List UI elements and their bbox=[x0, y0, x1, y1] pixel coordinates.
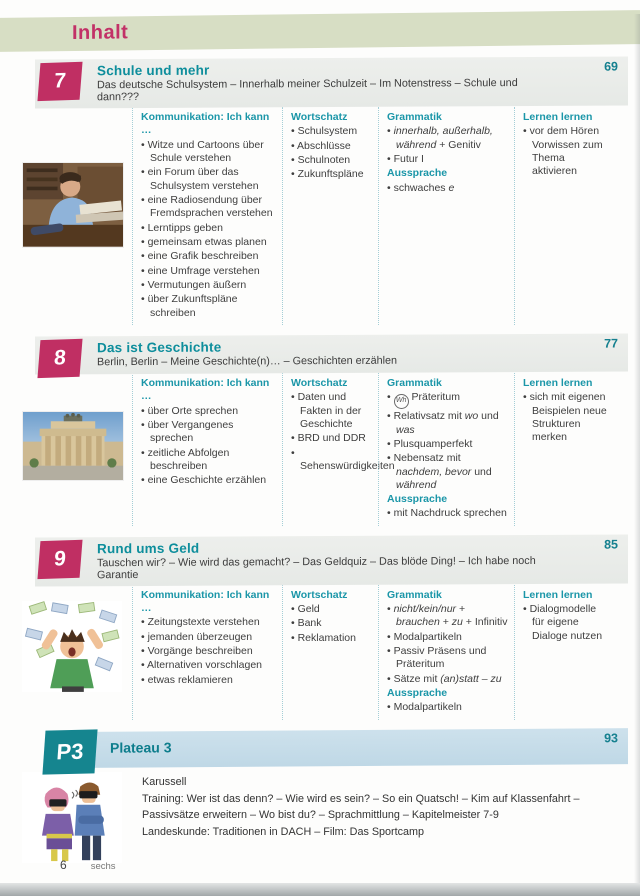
list-item: • Lerntipps geben bbox=[141, 222, 277, 235]
column-header: Kommunikation: Ich kann … bbox=[141, 376, 270, 403]
footer-page-word: sechs bbox=[90, 861, 116, 872]
section-9-title: Rund ums Geld bbox=[97, 540, 200, 557]
section-7-page-number: 69 bbox=[604, 59, 618, 74]
section-8-badge: 8 bbox=[37, 339, 82, 378]
plateau-3-content bbox=[132, 770, 616, 863]
section-7-title: Schule und mehr bbox=[97, 62, 210, 79]
section-9-page-number: 85 bbox=[604, 537, 618, 552]
section-7-badge: 7 bbox=[37, 62, 82, 101]
lernen-list bbox=[523, 603, 611, 643]
section-9-subtitle: Tauschen wir? – Wie wird das gemacht? – Das Geldquiz – Das blöde Ding! – Ich habe noch Garantie bbox=[97, 554, 536, 582]
footer-page-number: 6 bbox=[60, 858, 67, 872]
kommunikation-list bbox=[141, 616, 277, 687]
column-header: Kommunikation: Ich kann … bbox=[141, 588, 270, 615]
list-item: • Wh Präteritum bbox=[387, 391, 509, 409]
wortschatz-list bbox=[291, 603, 373, 645]
list-item: • Abschlüsse bbox=[291, 140, 373, 153]
plateau-line: Landeskunde: Traditionen in DACH – Film: Das Sportcamp bbox=[142, 826, 425, 839]
column-header: Lernen lernen bbox=[523, 588, 593, 601]
grammatik-list bbox=[387, 603, 509, 686]
column-header: Wortschatz bbox=[291, 111, 348, 123]
grammatik-list bbox=[387, 391, 509, 492]
photo-brandenburg-gate bbox=[20, 373, 132, 526]
column-header: Kommunikation: Ich kann … bbox=[141, 111, 270, 137]
list-item: • Sehenswürdigkeiten bbox=[291, 447, 373, 474]
section-8-page-number: 77 bbox=[604, 336, 618, 351]
list-item: • ein Forum über das Schulsystem verstehen bbox=[141, 166, 277, 193]
lernen-list bbox=[523, 125, 611, 178]
section-7-subtitle: Das deutsche Schulsystem – Innerhalb meiner Schulzeit – Im Notenstress – Schule und dann??? bbox=[97, 77, 518, 104]
section-8-title: Das ist Geschichte bbox=[97, 339, 222, 356]
plateau-line: Training: Wer ist das denn? – Wie wird es sein? – So ein Quatsch! – Kim auf Klassenfahrt – Passivsätze erweitern – Wo bist du? – Sprachmittlung – Kapitelmeister 7-9 bbox=[142, 792, 580, 822]
column-header: Wortschatz bbox=[291, 588, 348, 601]
list-item: • Zukunftspläne bbox=[291, 168, 373, 181]
section-plateau-3 bbox=[10, 730, 628, 863]
plateau-line: Karussell bbox=[142, 775, 187, 788]
list-item: • Vorgänge beschreiben bbox=[141, 645, 277, 658]
section-9 bbox=[10, 536, 628, 720]
list-item: • eine Radiosendung über Fremdsprachen verstehen bbox=[141, 194, 277, 221]
aussprache-header: Aussprache bbox=[387, 167, 448, 180]
list-item: • Witze und Cartoons über Schule verstehen bbox=[141, 139, 277, 166]
section-9-lernen-column bbox=[514, 585, 616, 720]
column-header: Grammatik bbox=[387, 111, 442, 123]
list-item: • Futur I bbox=[387, 153, 509, 166]
list-item: • Geld bbox=[291, 603, 373, 616]
list-item: • Modalpartikeln bbox=[387, 631, 509, 644]
section-8-grammatik-column bbox=[378, 373, 514, 526]
section-8-lernen-column bbox=[514, 373, 616, 526]
section-8-header bbox=[35, 333, 628, 374]
section-7-wortschatz-column bbox=[282, 107, 378, 325]
plateau-3-header bbox=[55, 728, 628, 768]
section-7-lernen-column bbox=[514, 107, 616, 325]
list-item: • zeitliche Abfolgen beschreiben bbox=[141, 447, 277, 474]
illustration-vr-kids bbox=[20, 770, 132, 863]
list-item: • schwaches e bbox=[387, 182, 509, 195]
illustration-boy-throwing-money bbox=[20, 585, 132, 720]
column-header: Lernen lernen bbox=[523, 376, 593, 389]
list-item: • Alternativen vorschlagen bbox=[141, 659, 277, 672]
aussprache-header: Aussprache bbox=[387, 493, 448, 506]
list-item: • Reklamation bbox=[291, 632, 373, 645]
list-item: • Relativsatz mit wo und was bbox=[387, 410, 509, 437]
section-8 bbox=[10, 335, 628, 526]
column-header: Grammatik bbox=[387, 376, 442, 389]
wortschatz-list bbox=[291, 125, 373, 181]
section-7-grammatik-column bbox=[378, 107, 514, 325]
list-item: • Dialogmodelle für eigene Dialoge nutzen bbox=[523, 603, 611, 643]
plateau-3-page-number: 93 bbox=[604, 730, 618, 746]
column-header: Lernen lernen bbox=[523, 111, 593, 123]
section-9-badge: 9 bbox=[37, 540, 82, 579]
list-item: • etwas reklamieren bbox=[141, 674, 277, 687]
section-9-grammatik-column bbox=[378, 585, 514, 720]
list-item: • vor dem Hören Vorwissen zum Thema aktivieren bbox=[523, 125, 611, 178]
list-item: • BRD und DDR bbox=[291, 432, 373, 445]
list-item: • gemeinsam etwas planen bbox=[141, 236, 277, 249]
column-header: Grammatik bbox=[387, 588, 442, 601]
section-9-header bbox=[35, 534, 628, 586]
list-item: • Sätze mit (an)statt – zu bbox=[387, 673, 509, 686]
list-item: • innerhalb, außerhalb, während + Genitiv bbox=[387, 125, 509, 152]
plateau-3-badge: P3 bbox=[42, 729, 97, 774]
aussprache-list bbox=[387, 701, 509, 714]
list-item: • eine Geschichte erzählen bbox=[141, 474, 277, 487]
list-item: • über Vergangenes sprechen bbox=[141, 419, 277, 446]
section-7-header bbox=[35, 56, 628, 108]
grammatik-list bbox=[387, 125, 509, 166]
section-9-kommunikation-column bbox=[132, 585, 282, 720]
list-item: • eine Umfrage verstehen bbox=[141, 265, 277, 278]
list-item: • Schulnoten bbox=[291, 154, 373, 167]
list-item: • über Zukunftspläne schreiben bbox=[141, 293, 277, 320]
list-item: • Schulsystem bbox=[291, 125, 373, 138]
inhalt-band bbox=[0, 10, 640, 52]
list-item: • über Orte sprechen bbox=[141, 405, 277, 418]
list-item: • Nebensatz mit nachdem, bevor und während bbox=[387, 452, 509, 492]
list-item: • eine Grafik beschreiben bbox=[141, 250, 277, 263]
page-title: Inhalt bbox=[72, 21, 129, 45]
list-item: • Zeitungstexte verstehen bbox=[141, 616, 277, 629]
aussprache-header: Aussprache bbox=[387, 687, 448, 700]
list-item: • sich mit eigenen Beispielen neue Strukturen merken bbox=[523, 391, 611, 444]
list-item: • Vermutungen äußern bbox=[141, 279, 277, 292]
list-item: • Bank bbox=[291, 617, 373, 630]
wortschatz-list bbox=[291, 391, 395, 473]
kommunikation-list bbox=[141, 139, 277, 320]
section-8-subtitle: Berlin, Berlin – Meine Geschichte(n)… – Geschichten erzählen bbox=[97, 354, 398, 369]
section-8-wortschatz-column bbox=[282, 373, 395, 526]
list-item: • Plusquamperfekt bbox=[387, 438, 509, 451]
section-7-kommunikation-column bbox=[132, 107, 282, 325]
plateau-3-title: Plateau 3 bbox=[110, 739, 172, 756]
page-footer bbox=[60, 858, 116, 872]
column-header: Wortschatz bbox=[291, 376, 348, 389]
aussprache-list bbox=[387, 507, 509, 520]
scan-edge-bottom bbox=[0, 883, 640, 896]
list-item: • Modalpartikeln bbox=[387, 701, 509, 714]
kommunikation-list bbox=[141, 405, 277, 488]
photo-studying-student bbox=[20, 107, 132, 325]
list-item: • nicht/kein/nur + brauchen + zu + Infinitiv bbox=[387, 603, 509, 630]
list-item: • Passiv Präsens und Präteritum bbox=[387, 645, 509, 672]
section-9-wortschatz-column bbox=[282, 585, 378, 720]
aussprache-list bbox=[387, 182, 509, 195]
list-item: • Daten und Fakten in der Geschichte bbox=[291, 391, 373, 431]
lernen-list bbox=[523, 391, 611, 444]
section-7 bbox=[10, 58, 628, 325]
list-item: • mit Nachdruck sprechen bbox=[387, 507, 509, 520]
section-8-kommunikation-column bbox=[132, 373, 282, 526]
scan-edge-right bbox=[634, 14, 640, 896]
list-item: • jemanden überzeugen bbox=[141, 631, 277, 644]
